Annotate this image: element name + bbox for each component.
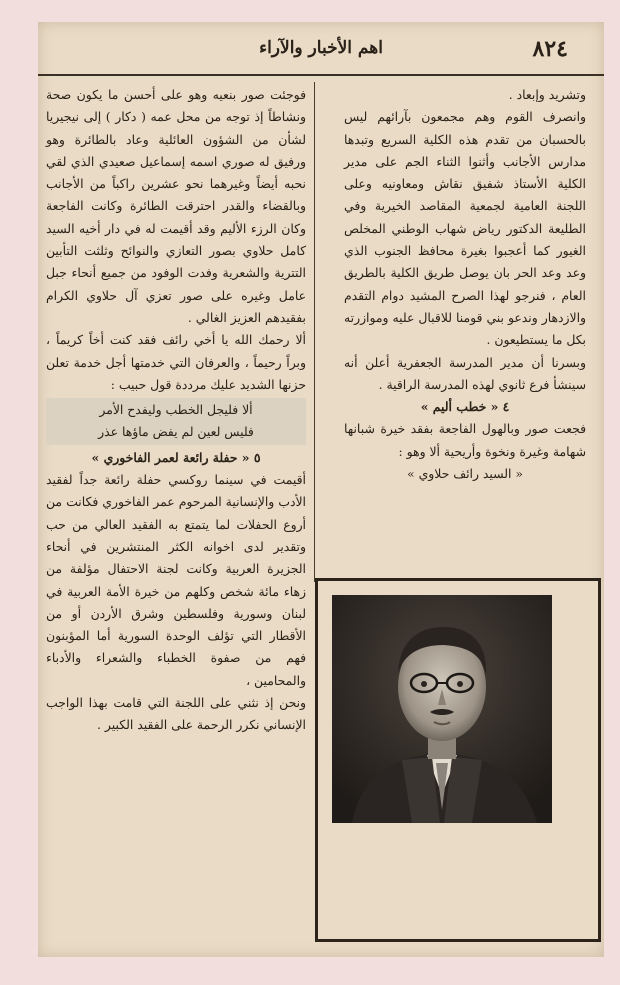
poem-verse-block xyxy=(46,398,306,445)
portrait-photo xyxy=(332,595,552,823)
left-column xyxy=(46,84,306,737)
journal-page xyxy=(38,22,604,957)
poem-verse: فليس لعين لم يفض ماؤها عذر xyxy=(98,424,254,440)
column-divider xyxy=(314,82,315,582)
paragraph: فجعت صور وبالهول الفاجعة بفقد خيرة شبانها شهامة وغيرة ونخوة وأريحية ألا وهو : xyxy=(344,421,586,459)
paragraph: ونحن إذ نثني على اللجنة التي قامت بهذا الواجب الإنساني نكرر الرحمة على الفقيد الكبير . xyxy=(46,695,306,733)
name-caption: « السيد رائف حلاوي » xyxy=(407,466,523,482)
paragraph: وتشريد وإبعاد . xyxy=(508,87,586,102)
paragraph: وانصرف القوم وهم مجمعون بآرائهم ليس بالحسبان من تقدم هذه الكلية السريع وتبدها مدارس الأجانب وأثنوا الثناء الجم على مدير الكلية الأستاذ شفيق نقاش ومعاونيه وعلى اللجنة العامية لجمعية المقاصد الخيرية وفي الطليعة الدكتور رياض شهاب الوطني المخلص الغيور كما أعجبوا بغيرة محافظ الجنوب الذي وعد وعد الحر بان يوصل طريق الكلية بالطريق العام ، فنرجو لهذا الصرح المشيد دوام التقدم والازدهار وندعو بني قومنا للاقبال عليه وموازرته بكل ما يستطيعون . xyxy=(344,109,586,348)
page-header xyxy=(38,22,604,76)
right-column xyxy=(344,84,586,485)
section-heading-4: ٤ « خطب أليم » xyxy=(420,399,510,415)
page-number: ٨٢٤ xyxy=(532,36,568,62)
section-heading-5: ٥ « حفلة رائعة لعمر الفاخوري » xyxy=(91,449,261,465)
running-title: اهم الأخبار والآراء xyxy=(259,38,383,58)
poem-verse: ألا فليجل الخطب وليفدح الأمر xyxy=(99,402,253,418)
paragraph: ألا رحمك الله يا أخي رائف فقد كنت أخاً كريماً ، وبراً رحيماً ، والعرفان التي خدمتها أجل خدمة تعلن حزنها الشديد عليك مرددة قول حبيب : xyxy=(46,332,306,392)
paragraph: وبسرنا أن مدير المدرسة الجعفرية أعلن أنه سينشأ فرع ثانوي لهذه المدرسة الراقية . xyxy=(344,354,586,392)
paragraph: أقيمت في سينما روكسي حفلة رائعة جداً لفقيد الأدب والإنسانية المرحوم عمر الفاخوري فكانت من أروع الحفلات لما يتمتع به الفقيد العالي من حب وتقدير لدى اخوانه الكثر المنتشرين في أنحاء الجزيرة العربية وكانت لجنة الاحتفال مؤلفة من زهاء مائة شخص وكلهم من خيرة الأمة العربية في لبنان وسورية وفلسطين وشرق الأردن أو من الأقطار التي تؤلف الوحدة السورية أما المؤبنون فهم من صفوة الخطباء والشعراء والأدباء والمحامين ، xyxy=(46,472,306,688)
paragraph: فوجئت صور بنعيه وهو على أحسن ما يكون صحة ونشاطاً إذ توجه من محل عمه ( دكار ) إلى نيجيريا لشأن من الشؤون العائلية وعاد بالطائرة وهو ورفيق له صوري اسمه إسماعيل صعيدي الذي لقي نحبه أيضاً وغيرهما نحو عشرين راكباً من الأجانب وبالقضاء والقدر احترقت الطائرة وكانت الفاجعة وكان الرزء الأليم وقد أقيمت له في دار أخيه السيد كامل حلاوي بصور التعازي والنوائح وثلثت التأبين التترية والشعرية وفدت الوفود من جميع أنحاء جبل عامل وغيره على صور تعزي آل حلاوي الكرام بفقيدهم العزيز الغالي . xyxy=(46,87,306,325)
portrait-frame xyxy=(315,578,601,942)
